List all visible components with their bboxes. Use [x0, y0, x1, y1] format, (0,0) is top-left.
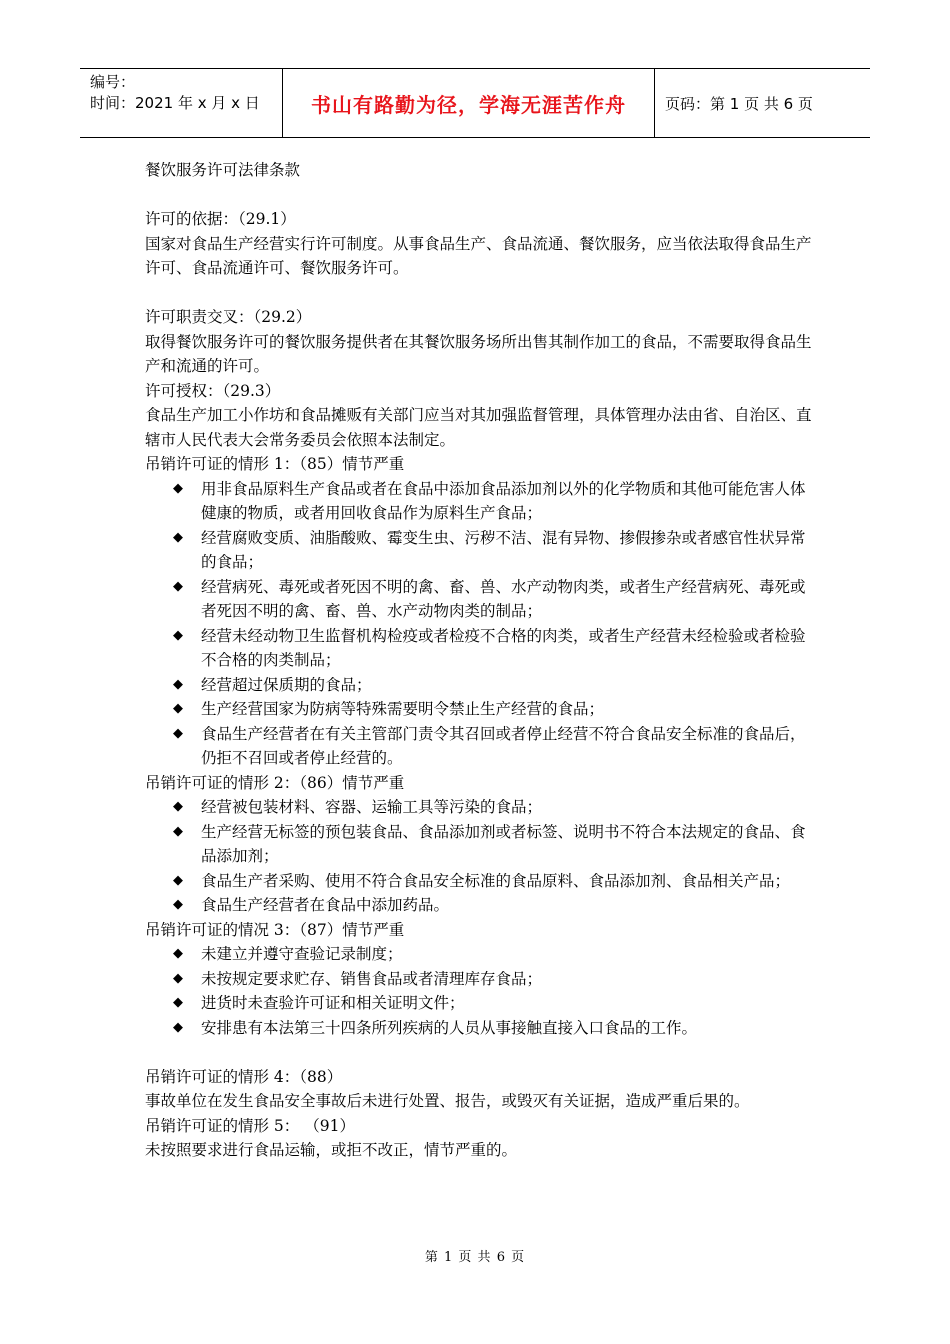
- list-item-text: 未建立并遵守查验记录制度；: [201, 945, 403, 963]
- list-item-text: 食品生产经营者在有关主管部门责令其召回或者停止经营不符合食品安全标准的食品后，仍拒不召回或者停止经营的。: [201, 724, 806, 767]
- list-item: [145, 869, 813, 894]
- list-item-text: 经营未经动物卫生监督机构检疫或者检疫不合格的肉类，或者生产经营未经检验或者检验不合格的肉类制品；: [201, 626, 806, 669]
- number-label: 编号：: [90, 73, 136, 91]
- list-item-text: 经营被包装材料、容器、运输工具等污染的食品；: [201, 798, 543, 816]
- list-item-text: 生产经营无标签的预包装食品、食品添加剂或者标签、说明书不符合本法规定的食品、食品添加剂；: [201, 822, 806, 865]
- section-heading-overlap: 许可职责交叉：（29.2）: [145, 308, 312, 326]
- header-table: [80, 68, 870, 138]
- list-item-text: 食品生产经营者在食品中添加药品。: [201, 896, 450, 914]
- diamond-bullet-icon: ◆: [173, 725, 183, 741]
- list-item: [145, 967, 813, 992]
- list-item-text: 食品生产者采购、使用不符合食品安全标准的食品原料、食品添加剂、食品相关产品；: [201, 871, 791, 890]
- list-item: [145, 1016, 813, 1041]
- diamond-bullet-icon: ◆: [173, 578, 183, 594]
- list-item-text: 经营病死、毒死或者死因不明的禽、畜、兽、水产动物肉类，或者生产经营病死、毒死或者死因不明的禽、畜、兽、水产动物肉类的制品；: [201, 577, 806, 620]
- motto: 书山有路勤为径，学海无涯苦作舟: [282, 69, 655, 137]
- revocation-text-4: 事故单位在发生食品安全事故后未进行处置、报告，或毁灭有关证据，造成严重后果的。: [145, 1092, 750, 1110]
- diamond-bullet-icon: ◆: [173, 1019, 183, 1035]
- list-item: [145, 722, 813, 771]
- revocation-heading-3: 吊销许可证的情况 3：（87）情节严重: [145, 920, 405, 939]
- section-text-basis: 国家对食品生产经营实行许可制度。从事食品生产、食品流通、餐饮服务，应当依法取得食品生产许可、食品流通许可、餐饮服务许可。: [145, 234, 812, 277]
- diamond-bullet-icon: ◆: [173, 799, 183, 814]
- section-heading-basis: 许可的依据：（29.1）: [145, 210, 296, 228]
- spacer: [145, 1040, 813, 1065]
- list-item: [145, 526, 813, 575]
- revocation-heading-1: 吊销许可证的情形 1：（85）情节严重: [145, 455, 405, 473]
- spacer: [145, 281, 813, 306]
- list-item: [145, 991, 813, 1016]
- spacer: [145, 183, 813, 208]
- diamond-bullet-icon: ◆: [173, 529, 183, 545]
- diamond-bullet-icon: ◆: [173, 897, 183, 912]
- list-item-text: 用非食品原料生产食品或者在食品中添加食品添加剂以外的化学物质和其他可能危害人体健康的物质，或者用回收食品作为原料生产食品；: [201, 479, 806, 522]
- list-item: [145, 575, 813, 624]
- diamond-bullet-icon: ◆: [173, 872, 183, 888]
- list-item-text: 未按规定要求贮存、销售食品或者清理库存食品；: [201, 969, 543, 988]
- document-title: 餐饮服务许可法律条款: [145, 161, 301, 179]
- section-text-authorization: 食品生产加工小作坊和食品摊贩有关部门应当对其加强监督管理，具体管理办法由省、自治区、直辖市人民代表大会常务委员会依照本法制定。: [145, 406, 812, 449]
- diamond-bullet-icon: ◆: [173, 701, 183, 716]
- list-item: [145, 673, 813, 698]
- list-item-text: 经营腐败变质、油脂酸败、霉变生虫、污秽不洁、混有异物、掺假掺杂或者感官性状异常的食品；: [201, 528, 806, 571]
- list-item: [145, 893, 813, 918]
- revocation-text-5: 未按照要求进行食品运输，或拒不改正，情节严重的。: [145, 1141, 518, 1159]
- diamond-bullet-icon: ◆: [173, 995, 183, 1010]
- list-item: [145, 697, 813, 722]
- page-label: 页码：第 1 页 共 6 页: [665, 94, 813, 113]
- diamond-bullet-icon: ◆: [173, 823, 183, 839]
- list-item-text: 进货时未查验许可证和相关证明文件；: [201, 994, 465, 1012]
- list-item: [145, 477, 813, 526]
- revocation-heading-4: 吊销许可证的情形 4：（88）: [145, 1067, 343, 1086]
- section-text-overlap: 取得餐饮服务许可的餐饮服务提供者在其餐饮服务场所出售其制作加工的食品，不需要取得食品生产和流通的许可。: [145, 332, 812, 375]
- list-item-text: 生产经营国家为防病等特殊需要明令禁止生产经营的食品；: [201, 700, 605, 718]
- page-footer: 第 1 页 共 6 页: [424, 1250, 526, 1265]
- diamond-bullet-icon: ◆: [173, 676, 183, 692]
- list-item: [145, 942, 813, 967]
- diamond-bullet-icon: ◆: [173, 970, 183, 986]
- list-item: [145, 820, 813, 869]
- revocation-heading-5: 吊销许可证的情形 5： （91）: [145, 1116, 355, 1135]
- revocation-heading-2: 吊销许可证的情形 2：（86）情节严重: [145, 773, 405, 792]
- revocation-list-2: [145, 795, 813, 918]
- header-meta: [80, 69, 282, 137]
- revocation-list-1: [145, 477, 813, 771]
- diamond-bullet-icon: ◆: [173, 946, 183, 961]
- revocation-list-3: [145, 942, 813, 1040]
- list-item: [145, 624, 813, 673]
- section-heading-authorization: 许可授权：（29.3）: [145, 381, 281, 400]
- diamond-bullet-icon: ◆: [173, 480, 183, 496]
- diamond-bullet-icon: ◆: [173, 627, 183, 643]
- list-item: [145, 795, 813, 820]
- time-label: 时间：2021 年 x 月 x 日: [90, 94, 260, 112]
- document-body: [145, 158, 813, 1163]
- list-item-text: 经营超过保质期的食品；: [201, 675, 372, 694]
- list-item-text: 安排患有本法第三十四条所列疾病的人员从事接触直接入口食品的工作。: [201, 1018, 698, 1037]
